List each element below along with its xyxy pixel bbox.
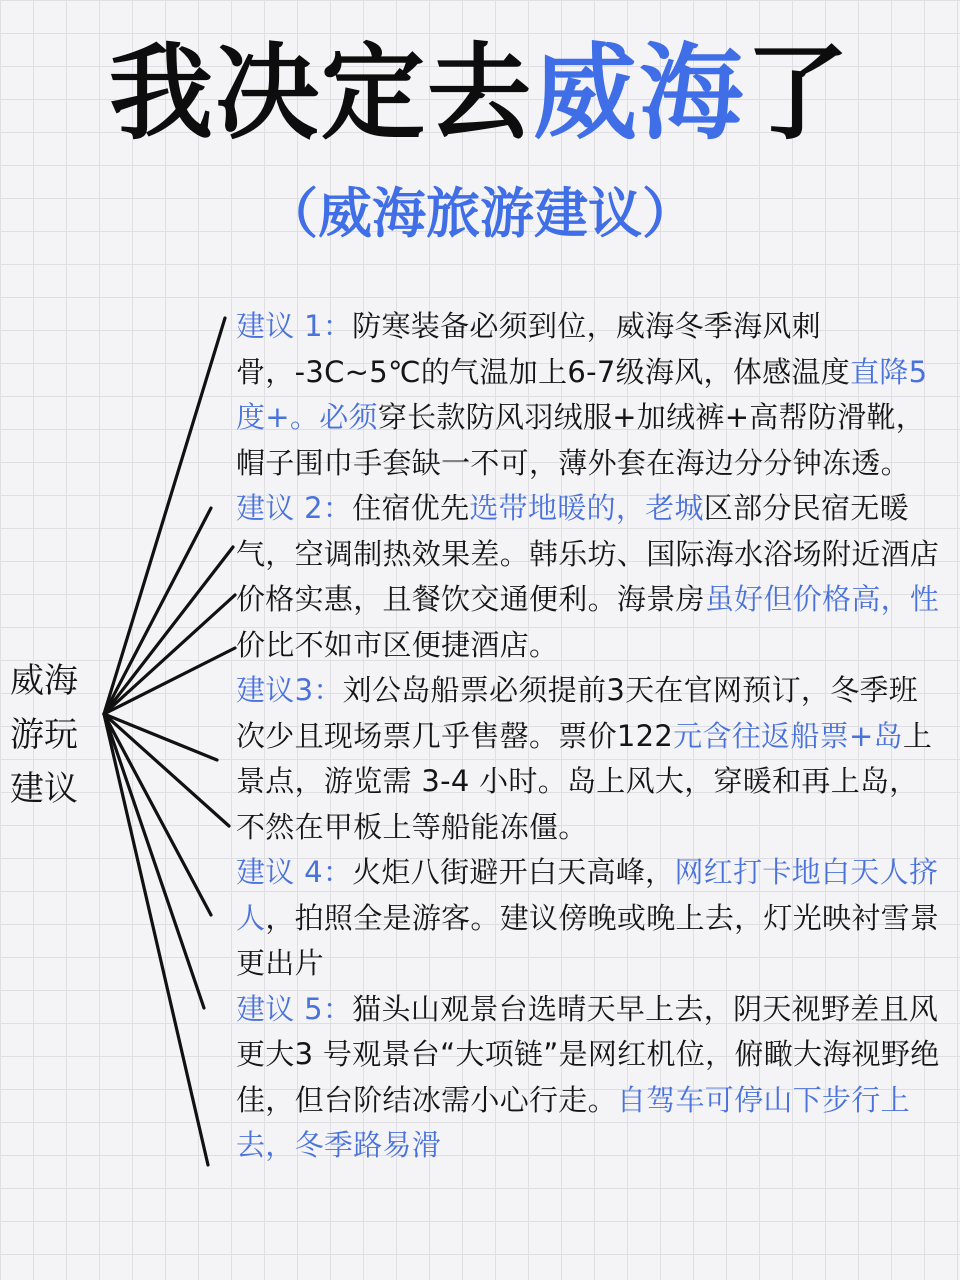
tip-text: 防寒装备必须到位，威海冬季海风刺骨，-3C~5℃的气温加上6-7级海风，体感温度 [236, 309, 851, 389]
tip-highlight: 虽好但价格高，性 [704, 582, 940, 616]
tip-highlight: 自驾车可停山下步行上去，冬季路易滑 [236, 1082, 910, 1162]
tip-3 [236, 668, 940, 850]
tip-text: 区部分民宿无暖气，空调制热效果差。韩乐坊、国际海水浴场附近酒店价格实惠，且餐饮交通便利。海景房 [236, 491, 940, 616]
tip-label: 建议 1： [236, 309, 353, 343]
tip-text: 穿长款防风羽绒服+加绒裤+高帮防滑靴，帽子围巾手套缺一不可，薄外套在海边分分钟冻透。 [236, 400, 926, 480]
branch-line [104, 714, 217, 760]
tip-highlight: 元含往返船票+岛 [673, 718, 903, 753]
side-label [10, 654, 100, 816]
side-label-line-2: 游玩 [10, 715, 78, 755]
tip-text: 住宿优先 [352, 491, 470, 525]
tip-2 [236, 486, 940, 668]
tip-text: ，拍照全是游客。建议傍晚或晚上去，灯光映衬雪景更出片 [236, 900, 940, 980]
side-label-line-1: 威海 [10, 661, 78, 701]
title-part-1: 我决定去 [108, 32, 533, 154]
tip-label: 建议 2： [236, 491, 353, 525]
tip-highlight: 直降5度+。必须 [236, 354, 928, 434]
tip-highlight: 选带地暖的，老城 [469, 491, 704, 525]
tip-highlight: 网红打卡地白天人挤人 [236, 855, 939, 935]
tip-text: 猫头山观景台选晴天早上去，阴天视野差且风更大3 号观景台“大项链”是网红机位，俯瞰大海视野绝佳，但台阶结冰需小心行走。 [236, 991, 940, 1117]
branch-line [104, 547, 233, 714]
tip-text: 价比不如市区便捷酒店。 [236, 627, 559, 662]
title-part-3: 了 [745, 32, 852, 154]
tips-list [236, 304, 940, 1169]
branch-line [104, 714, 208, 1165]
branch-line [104, 714, 211, 915]
side-label-line-3: 建议 [10, 769, 78, 809]
tip-text: 火炬八街避开白天高峰， [352, 855, 675, 889]
tip-label: 建议 4： [236, 855, 353, 889]
branch-line [104, 648, 235, 714]
title-part-2: 威海 [532, 32, 745, 154]
page-subtitle: （威海旅游建议） [264, 182, 696, 245]
tip-1 [236, 304, 940, 486]
tip-5 [236, 987, 940, 1169]
tip-text: 上景点，游览需 3-4 小时。岛上风大，穿暖和再上岛，不然在甲板上等船能冻僵。 [236, 718, 933, 844]
tip-label: 建议 5： [236, 991, 353, 1026]
tip-label: 建议3： [236, 673, 343, 707]
tip-4 [236, 850, 940, 987]
tip-text: 刘公岛船票必须提前3天在官网预订，冬季班次少且现场票几乎售罄。票价122 [236, 673, 919, 753]
